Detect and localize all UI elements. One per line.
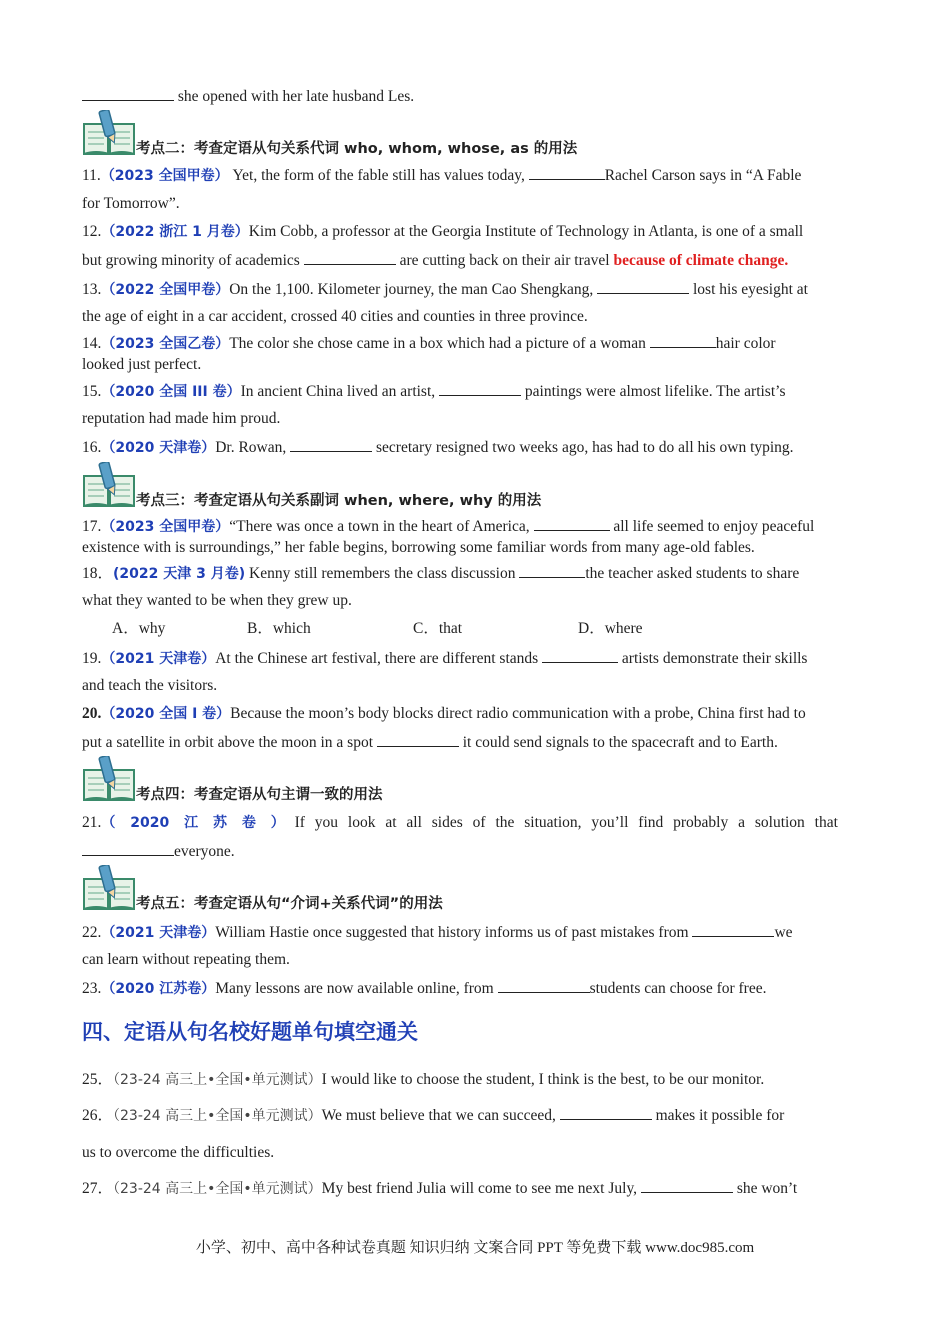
question-20-line-2 xyxy=(82,732,868,753)
question-17-line-1 xyxy=(82,516,868,537)
question-number: 16. xyxy=(82,439,102,456)
answer-blank[interactable] xyxy=(641,1178,733,1193)
answer-blank[interactable] xyxy=(650,333,716,348)
question-source: （2023 全国乙卷） xyxy=(101,336,230,352)
question-11-line-1 xyxy=(82,165,868,186)
question-20-line-1 xyxy=(82,704,868,724)
question-text: but growing minority of academics xyxy=(82,252,300,269)
question-source: （23-24 高三上•全国•单元测试） xyxy=(113,1108,322,1124)
question-number: 27． xyxy=(82,1180,114,1197)
question-text: Yet, the form of the fable still has values today, xyxy=(232,167,525,184)
answer-blank[interactable] xyxy=(82,841,174,856)
question-text: everyone. xyxy=(174,843,235,860)
answer-blank[interactable] xyxy=(519,563,585,578)
answer-blank[interactable] xyxy=(692,922,774,937)
question-26-line-2 xyxy=(82,1143,868,1163)
answer-blank[interactable] xyxy=(597,279,689,294)
question-text: paintings were almost lifelike. The artist’s xyxy=(524,383,786,400)
answer-blank[interactable] xyxy=(534,516,610,531)
question-13-line-1 xyxy=(82,279,868,300)
question-23-line-1 xyxy=(82,978,868,999)
answer-blank[interactable] xyxy=(82,86,174,101)
question-number: 13. xyxy=(82,281,102,298)
question-number: 25． xyxy=(82,1071,114,1088)
highlighted-text: because of climate change. xyxy=(613,252,789,269)
question-text: existence with is surroundings,” her fable begins, borrowing some familiar words from many age-old fables. xyxy=(82,539,755,556)
question-source: （2021 天津卷） xyxy=(101,925,216,941)
question-text: looked just perfect. xyxy=(82,356,202,373)
question-text: William Hastie once suggested that history informs us of past mistakes from xyxy=(215,924,689,941)
question-text: put a satellite in orbit above the moon in a spot xyxy=(82,734,373,751)
question-text: Dr. Rowan, xyxy=(215,439,287,456)
question-source: （2023 全国甲卷） xyxy=(100,168,229,184)
book-pencil-icon xyxy=(82,462,136,508)
question-18-line-2 xyxy=(82,591,868,611)
answer-blank[interactable] xyxy=(498,978,590,993)
question-15-line-2 xyxy=(82,409,868,429)
question-26-line-1 xyxy=(82,1105,868,1126)
question-text: are cutting back on their air travel xyxy=(399,252,610,269)
answer-blank[interactable] xyxy=(290,437,372,452)
question-number: 21. xyxy=(82,814,102,831)
question-19-line-2 xyxy=(82,676,868,696)
question-source: （2022 浙江 1 月卷） xyxy=(101,224,249,240)
option-b[interactable]: B．which xyxy=(247,620,311,637)
question-text: Kenny still remembers the class discussion xyxy=(249,565,516,582)
book-pencil-icon xyxy=(82,756,136,802)
line-text: she opened with her late husband Les. xyxy=(177,88,415,105)
question-number: 20. xyxy=(82,705,102,722)
question-16-line-1 xyxy=(82,437,868,458)
question-number: 26． xyxy=(82,1107,114,1124)
question-number: 17. xyxy=(82,518,102,535)
question-source: （2022 全国甲卷） xyxy=(101,282,230,298)
option-d[interactable]: D．where xyxy=(578,620,643,637)
question-source: （2020 天津卷） xyxy=(101,440,216,456)
question-text: reputation had made him proud. xyxy=(82,410,281,427)
question-text: we xyxy=(774,924,793,941)
question-number: 11. xyxy=(82,167,101,184)
page-footer: 小学、初中、高中各种试卷真题 知识归纳 文案合同 PPT 等免费下载 www.doc985.com xyxy=(195,1240,755,1256)
question-text: what they wanted to be when they grew up. xyxy=(82,592,352,609)
question-14-line-2 xyxy=(82,355,868,375)
question-source: （ 2020 江 苏 卷 ） xyxy=(101,815,285,831)
question-text: she won’t xyxy=(736,1180,798,1197)
question-12-line-1 xyxy=(82,222,868,242)
question-text: lost his eyesight at xyxy=(693,281,808,298)
question-source: （2020 全国 III 卷） xyxy=(101,384,241,400)
answer-blank[interactable] xyxy=(304,250,396,265)
book-pencil-icon xyxy=(82,110,136,156)
question-text: If you look at all sides of the situation, you’ll find probably a solution that xyxy=(294,814,838,831)
question-source: （23-24 高三上•全国•单元测试） xyxy=(113,1072,322,1088)
knowledge-point-4 xyxy=(82,756,868,804)
answer-blank[interactable] xyxy=(542,648,618,663)
question-number: 19. xyxy=(82,650,102,667)
question-text: the age of eight in a car accident, crossed 40 cities and counties in three province. xyxy=(82,308,588,325)
question-text: the teacher asked students to share xyxy=(585,565,800,582)
question-22-line-1 xyxy=(82,922,868,943)
question-text: all life seemed to enjoy peaceful xyxy=(613,518,815,535)
question-text: Rachel Carson says in “A Fable xyxy=(604,167,802,184)
question-11-line-2 xyxy=(82,194,868,214)
question-number: 23. xyxy=(82,980,102,997)
knowledge-point-title: 考点二：考查定语从句关系代词 who, whom, whose, as 的用法 xyxy=(136,141,578,157)
question-21-line-1 xyxy=(82,813,868,833)
question-text: “There was once a town in the heart of America, xyxy=(229,518,530,535)
question-number: 14. xyxy=(82,335,102,352)
question-source: (2022 天津 3 月卷) xyxy=(113,566,246,582)
question-25-line-1 xyxy=(82,1070,868,1090)
question-number: 12. xyxy=(82,223,102,240)
knowledge-point-title: 考点五：考查定语从句“介词+关系代词”的用法 xyxy=(136,896,443,912)
option-a[interactable]: A．why xyxy=(112,620,166,637)
question-text: it could send signals to the spacecraft and to Earth. xyxy=(462,734,778,751)
answer-blank[interactable] xyxy=(377,732,459,747)
question-text: students can choose for free. xyxy=(589,980,767,997)
question-text: Kim Cobb, a professor at the Georgia Institute of Technology in Atlanta, is one of a small xyxy=(248,223,804,240)
knowledge-point-5 xyxy=(82,865,868,913)
question-text: Many lessons are now available online, from xyxy=(215,980,494,997)
knowledge-point-title: 考点三：考查定语从句关系副词 when, where, why 的用法 xyxy=(136,493,542,509)
question-number: 22. xyxy=(82,924,102,941)
question-text: for Tomorrow”. xyxy=(82,195,180,212)
question-22-line-2 xyxy=(82,950,868,970)
question-text: and teach the visitors. xyxy=(82,677,218,694)
question-text: On the 1,100. Kilometer journey, the man Cao Shengkang, xyxy=(229,281,594,298)
question-source: （2020 全国 I 卷） xyxy=(101,706,231,722)
option-c[interactable]: C．that xyxy=(413,620,463,637)
book-pencil-icon xyxy=(82,865,136,911)
question-source: （23-24 高三上•全国•单元测试） xyxy=(113,1181,322,1197)
question-text: can learn without repeating them. xyxy=(82,951,290,968)
knowledge-point-2 xyxy=(82,110,868,158)
question-source: （2021 天津卷） xyxy=(101,651,216,667)
question-18-line-1 xyxy=(82,563,868,584)
question-13-line-2 xyxy=(82,307,868,327)
knowledge-point-title: 考点四：考查定语从句主谓一致的用法 xyxy=(136,787,383,803)
question-text: We must believe that we can succeed, xyxy=(321,1107,556,1124)
question-number: 18． xyxy=(82,565,114,582)
question-text: artists demonstrate their skills xyxy=(621,650,808,667)
question-text: The color she chose came in a box which had a picture of a woman xyxy=(229,335,646,352)
question-text: My best friend Julia will come to see me next July, xyxy=(321,1180,638,1197)
question-text: In ancient China lived an artist, xyxy=(240,383,436,400)
question-text: hair color xyxy=(715,335,776,352)
question-text: Because the moon’s body blocks direct radio communication with a probe, China first had to xyxy=(230,705,806,722)
answer-blank[interactable] xyxy=(529,165,605,180)
question-12-line-2 xyxy=(82,250,868,271)
question-text: makes it possible for xyxy=(655,1107,785,1124)
question-text: us to overcome the difficulties. xyxy=(82,1144,275,1161)
question-text: At the Chinese art festival, there are different stands xyxy=(215,650,539,667)
section-heading: 四、定语从句名校好题单句填空通关 xyxy=(82,1020,418,1044)
question-text: secretary resigned two weeks ago, has had to do all his own typing. xyxy=(376,439,794,456)
answer-blank[interactable] xyxy=(439,381,521,396)
question-19-line-1 xyxy=(82,648,868,669)
question-number: 15. xyxy=(82,383,102,400)
question-15-line-1 xyxy=(82,381,868,402)
carryover-line xyxy=(82,86,868,107)
question-source: （2023 全国甲卷） xyxy=(101,519,230,535)
question-21-line-2 xyxy=(82,841,868,862)
knowledge-point-3 xyxy=(82,462,868,510)
answer-blank[interactable] xyxy=(560,1105,652,1120)
question-14-line-1 xyxy=(82,333,868,354)
question-17-line-2 xyxy=(82,538,868,558)
question-27-line-1 xyxy=(82,1178,868,1199)
question-source: （2020 江苏卷） xyxy=(101,981,216,997)
question-text: I would like to choose the student, I think is the best, to be our monitor. xyxy=(321,1071,765,1088)
